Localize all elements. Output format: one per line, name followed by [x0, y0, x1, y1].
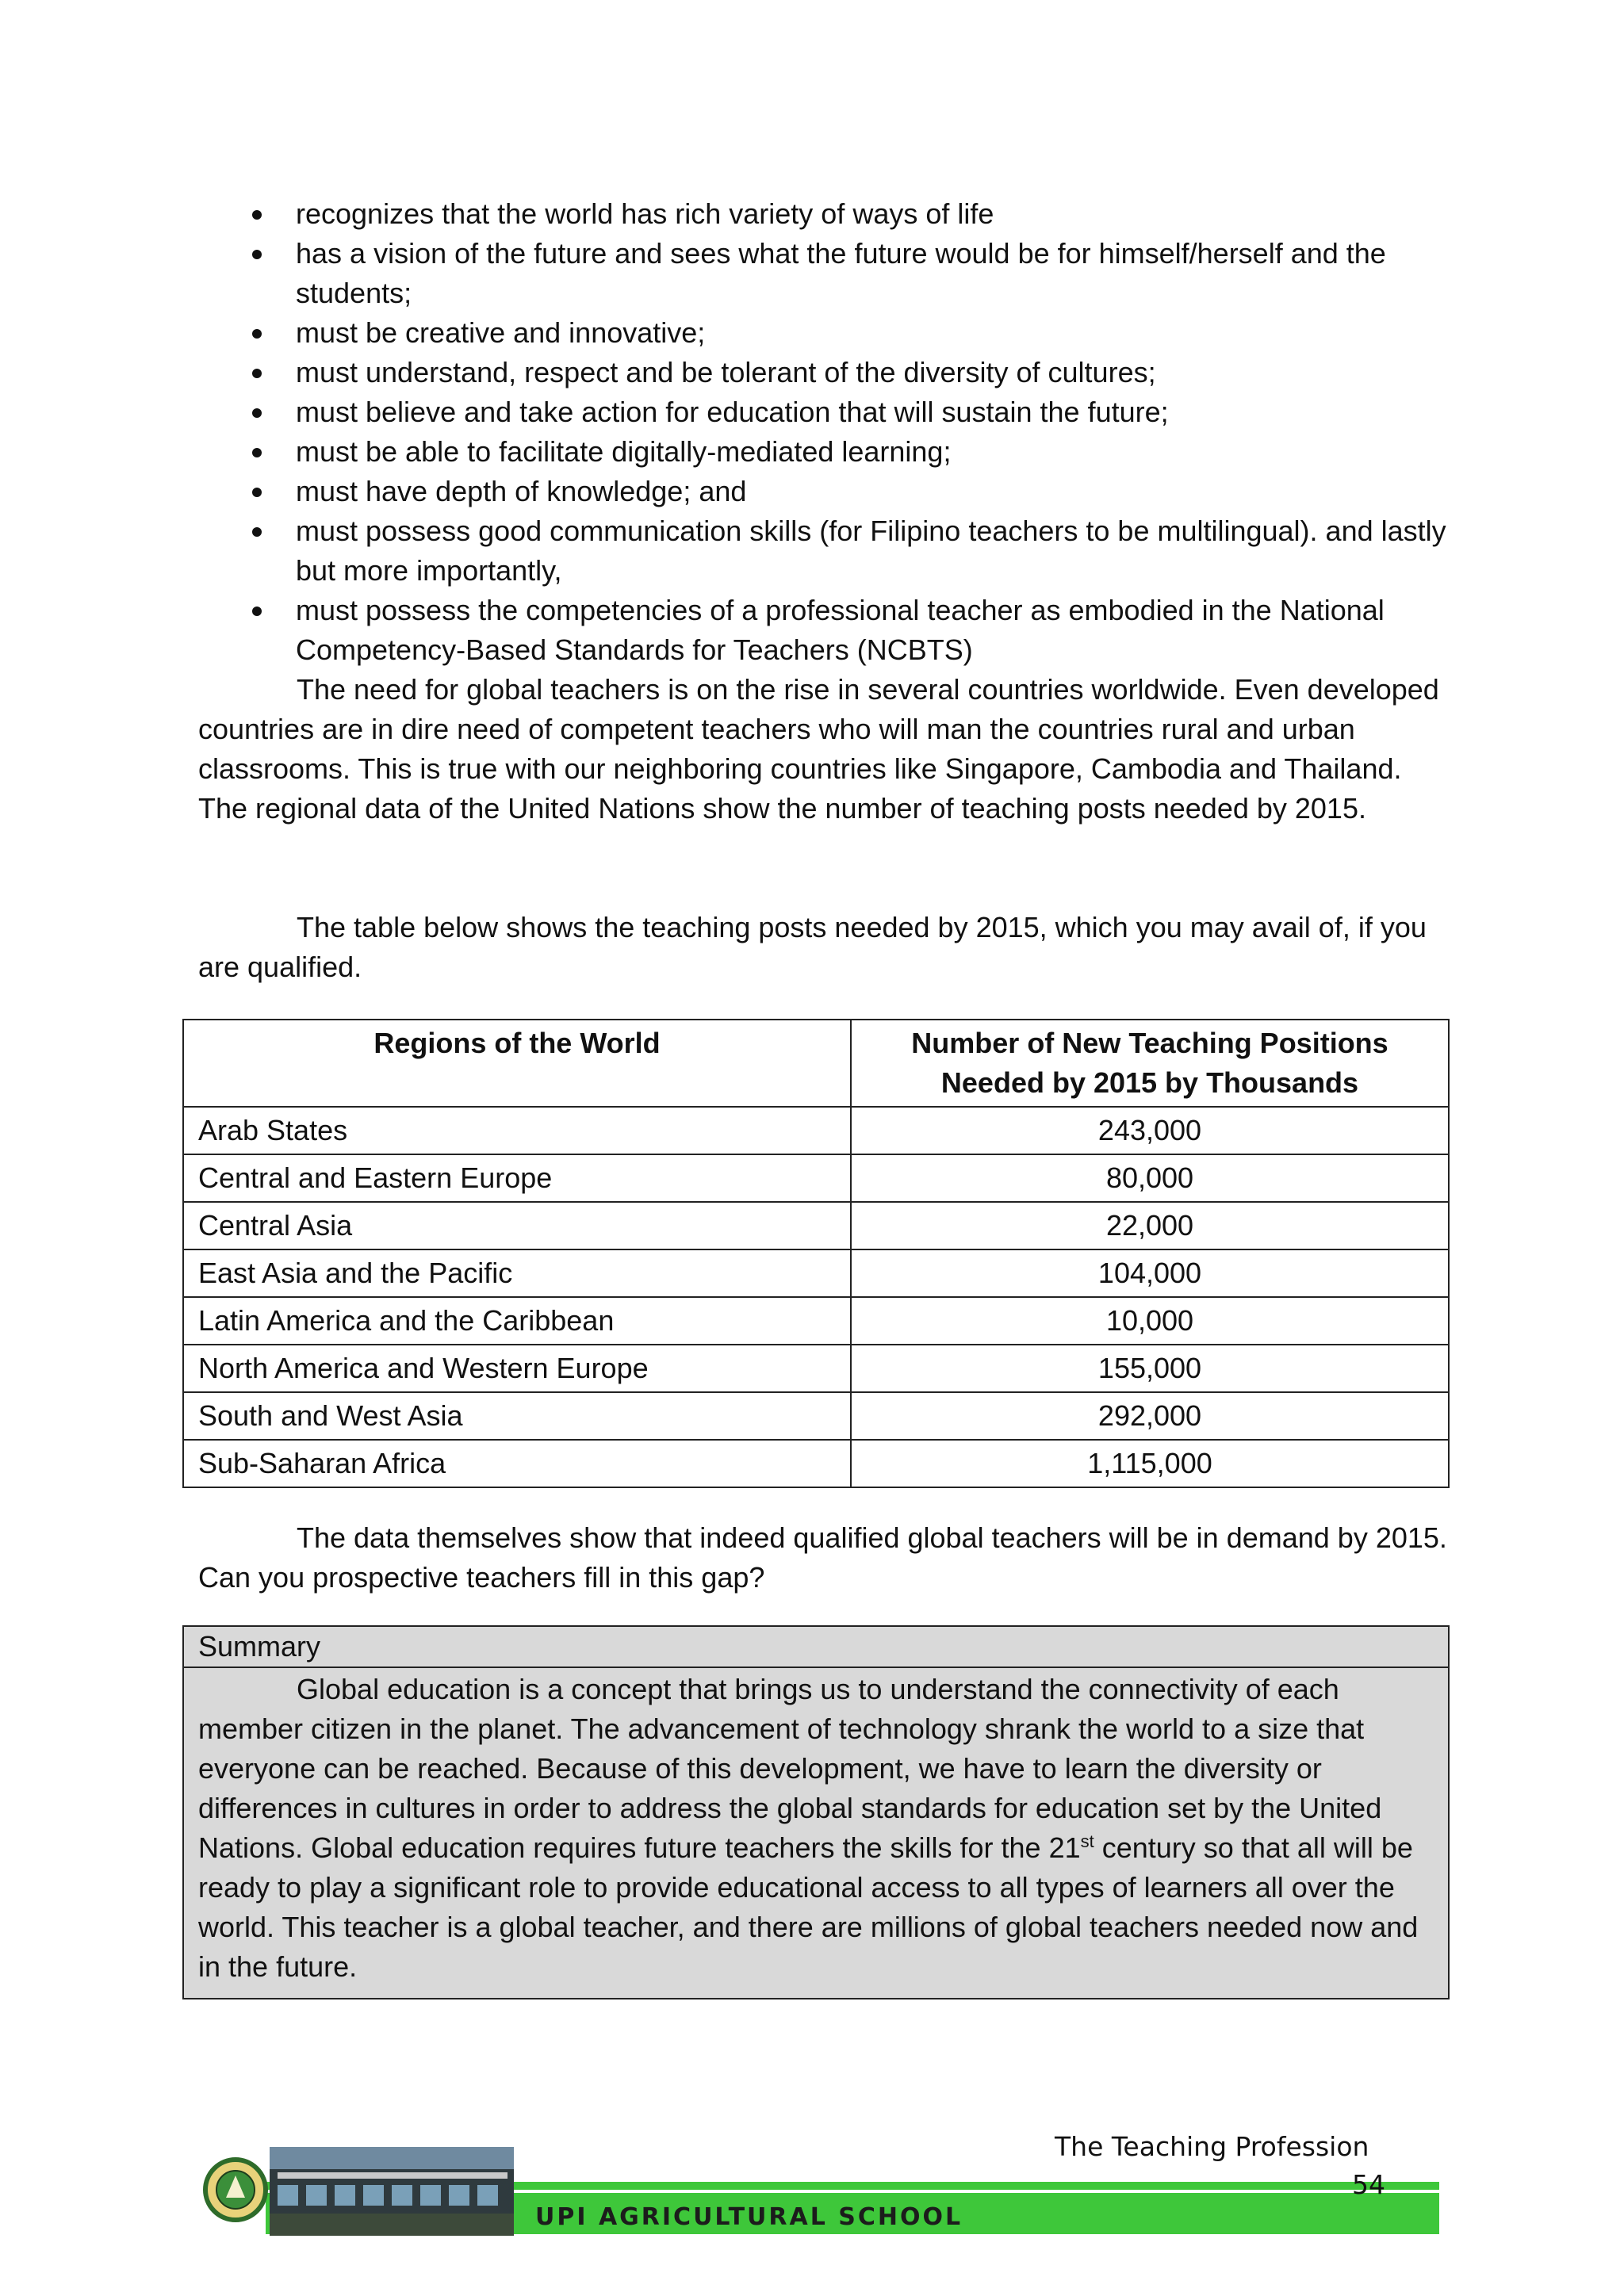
list-item: must possess good communication skills (for Filipino teachers to be multilingual). and lastly but more importantly,: [198, 511, 1467, 591]
bullet-icon: [252, 369, 262, 378]
summary-title: Summary: [184, 1627, 1448, 1668]
school-seal-icon: [205, 2160, 266, 2220]
bullet-icon: [252, 250, 262, 259]
region-cell: Central Asia: [183, 1202, 851, 1249]
bullet-icon: [252, 448, 262, 457]
region-cell: Arab States: [183, 1107, 851, 1154]
positions-cell: 104,000: [851, 1249, 1449, 1297]
bullet-list: [198, 194, 1467, 670]
table-row: [183, 1440, 1449, 1487]
table-header-row: [183, 1020, 1449, 1107]
region-cell: East Asia and the Pacific: [183, 1249, 851, 1297]
summary-box: [182, 1625, 1450, 1999]
table-row: [183, 1107, 1449, 1154]
table-row: [183, 1154, 1449, 1202]
list-item: must believe and take action for education that will sustain the future;: [198, 392, 1467, 432]
list-item: must possess the competencies of a professional teacher as embodied in the National Competency-Based Standards for Teachers (NCBTS): [198, 591, 1467, 670]
region-cell: North America and Western Europe: [183, 1345, 851, 1392]
table-row: [183, 1392, 1449, 1440]
bullet-icon: [252, 329, 262, 339]
bullet-icon: [252, 210, 262, 220]
region-cell: Sub-Saharan Africa: [183, 1440, 851, 1487]
positions-cell: 292,000: [851, 1392, 1449, 1440]
list-item: must be creative and innovative;: [198, 313, 1467, 353]
bullet-icon: [252, 408, 262, 418]
positions-cell: 22,000: [851, 1202, 1449, 1249]
paragraph-table-intro: The table below shows the teaching posts needed by 2015, which you may avail of, if you are qualified.: [198, 911, 1427, 983]
positions-cell: 10,000: [851, 1297, 1449, 1345]
list-item: must understand, respect and be tolerant of the diversity of cultures;: [198, 353, 1467, 392]
school-name: UPI AGRICULTURAL SCHOOL: [535, 2203, 963, 2231]
bullet-icon: [252, 527, 262, 537]
list-item: recognizes that the world has rich variety of ways of life: [198, 194, 1467, 234]
positions-cell: 80,000: [851, 1154, 1449, 1202]
positions-cell: 243,000: [851, 1107, 1449, 1154]
region-cell: Central and Eastern Europe: [183, 1154, 851, 1202]
header-positions: Number of New Teaching Positions Needed by 2015 by Thousands: [851, 1020, 1449, 1107]
paragraph-global-teachers: The need for global teachers is on the rise in several countries worldwide. Even developed countries are in dire need of competent teachers who will man the countries rural and urban classrooms. This is true with our neighboring countries like Singapore, Cambodia and Thailand. The regional data of the United Nations show the number of teaching posts needed by 2015.: [198, 673, 1439, 825]
list-item: must have depth of knowledge; and: [198, 472, 1467, 511]
table-row: [183, 1202, 1449, 1249]
summary-text: Global education is a concept that brings us to understand the connectivity of each member citizen in the planet. The advancement of technology shrank the world to a size that everyone can be reached. Because of this development, we have to learn the diversity or differences in cultures in order to address the global standards for education set by the United Nations. Global education requires future teachers the skills for the 21st century so that all will be ready to play a significant role to provide educational access to all types of learners all over the world. This teacher is a global teacher, and there are millions of global teachers needed now and in the future.: [198, 1673, 1419, 1983]
footer-title: The Teaching Profession: [1055, 2131, 1369, 2162]
table-row: [183, 1249, 1449, 1297]
region-cell: Latin America and the Caribbean: [183, 1297, 851, 1345]
bullet-icon: [252, 607, 262, 616]
bullet-icon: [252, 488, 262, 497]
list-item: has a vision of the future and sees what the future would be for himself/herself and the students;: [198, 234, 1467, 313]
teaching-positions-table: [182, 1019, 1450, 1488]
paragraph-demand: The data themselves show that indeed qualified global teachers will be in demand by 2015. Can you prospective teachers fill in this gap?: [198, 1521, 1447, 1594]
table-row: [183, 1345, 1449, 1392]
school-building-photo: [270, 2147, 514, 2236]
header-regions: Regions of the World: [183, 1020, 851, 1107]
region-cell: South and West Asia: [183, 1392, 851, 1440]
list-item: must be able to facilitate digitally-mediated learning;: [198, 432, 1467, 472]
positions-cell: 155,000: [851, 1345, 1449, 1392]
page-number: 54: [1352, 2169, 1385, 2200]
positions-cell: 1,115,000: [851, 1440, 1449, 1487]
table-row: [183, 1297, 1449, 1345]
